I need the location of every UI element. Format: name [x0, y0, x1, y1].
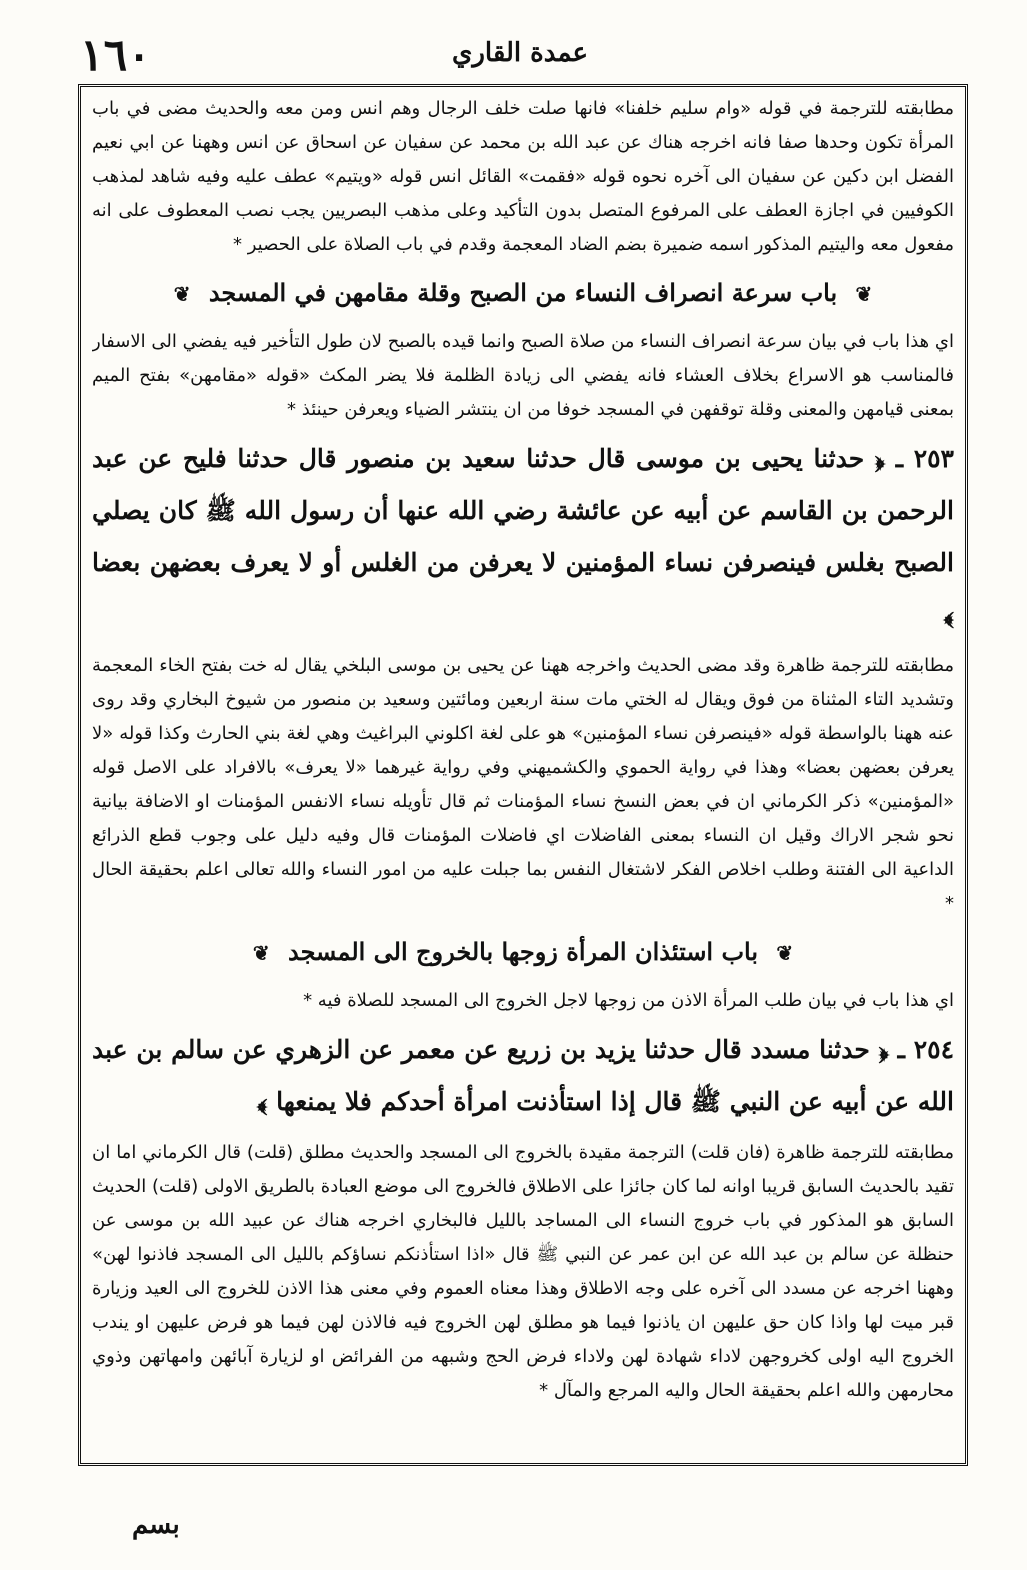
hadith-text: ٢٥٤ ـ ﴿ حدثنا مسدد قال حدثنا يزيد بن زريع عن معمر عن الزهري عن سالم بن عبد الله عن أبيه عن النبي ﷺ قال إذا استأذنت امرأة أحدكم فلا يمنعها ﴾ [92, 1035, 954, 1116]
running-title: عمدة القاري [452, 38, 588, 68]
ornament-icon: ❦ [173, 282, 191, 306]
ornament-icon: ❦ [776, 941, 794, 965]
ornament-icon: ❦ [855, 282, 873, 306]
chapter-heading [92, 927, 954, 978]
commentary-paragraph: اي هذا باب في بيان سرعة انصراف النساء من صلاة الصبح وانما قيده بالصبح لان طول التأخير فيه يفضي الى الاسفار فالمناسب هو الاسراع بخلاف العشاء فانه يفضي الى زيادة الظلمة فلا يضر المكث «قوله «مقامهن» بفتح الميم بمعنى قيامهن والمعنى وقلة توقفهن في المسجد خوفا من ان ينتشر الضياء ويعرفن حينئذ * [92, 331, 954, 420]
chapter-title: باب سرعة انصراف النساء من الصبح وقلة مقامهن في المسجد [208, 278, 838, 307]
hadith-text: ٢٥٣ ـ ﴿ حدثنا يحيى بن موسى قال حدثنا سعيد بن منصور قال حدثنا فليح عن عبد الرحمن بن القاسم عن أبيه عن عائشة رضي الله عنها أن رسول الله ﷺ كان يصلي الصبح بغلس فينصرفن نساء المؤمنين لا يعرفن من الغلس أو لا يعرف بعضهن بعضا ﴾ [92, 444, 954, 629]
page-number: ١٦٠ [80, 30, 151, 81]
commentary-paragraph: اي هذا باب في بيان طلب المرأة الاذن من زوجها لاجل الخروج الى المسجد للصلاة فيه * [303, 990, 954, 1011]
ornament-icon: ❦ [252, 941, 270, 965]
commentary-paragraph: مطابقته للترجمة ظاهرة وقد مضى الحديث واخرجه ههنا عن يحيى بن موسى البلخي يقال له خت بفتح الخاء المعجمة وتشديد التاء المثناة من فوق ويقال له الختي مات سنة اربعين ومائتين وسعيد بن منصور من شيوخ البخاري وقد روى عنه ههنا بالواسطة قوله «فينصرفن نساء المؤمنين» هو على لغة اكلوني البراغيث وهي لغة بني الحارث وكذا قوله «لا يعرفن بعضهن بعضا» وهذا في رواية الحموي والكشميهني وفي رواية غيرهما «لا يعرف» بالافراد على الاصل قوله «المؤمنين» ذكر الكرماني ان في بعض النسخ نساء المؤمنات ثم قال تأويله نساء الانفس المؤمنات او الاضافة بيانية نحو شجر الاراك وقيل ان النساء بمعنى الفاضلات اي فاضلات المؤمنات قال وفيه دليل على وجوب قطع الذرائع الداعية الى الفتنة وطلب اخلاص الفكر لاشتغال النفس بما جبلت عليه من امور النساء والله تعالى اعلم بحقيقة الحال * [92, 655, 954, 914]
page-header [80, 30, 960, 86]
commentary-paragraph: مطابقته للترجمة في قوله «وام سليم خلفنا» فانها صلت خلف الرجال وهم انس ومن معه والحديث مضى في باب المرأة تكون وحدها صفا فانه اخرجه هناك عن عبد الله بن محمد عن سفيان عن اسحاق عن انس وههنا عن ابي نعيم الفضل ابن دكين عن سفيان الى آخره نحوه قوله «فقمت» القائل انس قوله «ويتيم» عطف عليه وفيه شاهد لمذهب الكوفيين في اجازة العطف على المرفوع المتصل بدون التأكيد وعلى مذهب البصريين يجب نصب المعطوف على انه مفعول معه واليتيم المذكور اسمه ضميرة بضم الضاد المعجمة وقدم في باب الصلاة على الحصير * [92, 98, 954, 255]
commentary-paragraph: مطابقته للترجمة ظاهرة (فان قلت) الترجمة مقيدة بالخروج الى المسجد والحديث مطلق (قلت) قال الكرماني اما ان تقيد بالحديث السابق قريبا اوانه لما كان جائزا على الاطلاق فالخروج الى موضع العبادة بالطريق الاولى (قلت) الحديث السابق هو المذكور في باب خروج النساء الى المساجد بالليل فالبخاري اخرجه هناك عن عبيد الله بن موسى عن حنظلة عن سالم بن عبد الله عن ابن عمر عن النبي ﷺ قال «اذا استأذنكم نساؤكم بالليل الى المسجد فاذنوا لهن» وههنا اخرجه عن مسدد الى آخره على وجه الاطلاق وهذا معناه العموم وفي معنى هذا الاذن للخروج الى العيد وزيارة قبر ميت لها واذا كان حق عليهن ان ياذنوا فيما هو مطلق لهن الخروج فيه فالاذن لهن فيما هو فرض عليهن او يندب الخروج اليه اولى كخروجهن لاداء شهادة لهن ولاداء فرض الحج وشبهه من الفرائض او لزيارة آبائهن وامهاتهن وذوي محارمهن والله اعلم بحقيقة الحال واليه المرجع والمآل * [92, 1142, 954, 1401]
chapter-heading [92, 268, 954, 319]
chapter-title: باب استئذان المرأة زوجها بالخروج الى المسجد [287, 937, 759, 966]
page-content [92, 92, 954, 1458]
footer-note: بسم [132, 1510, 180, 1540]
